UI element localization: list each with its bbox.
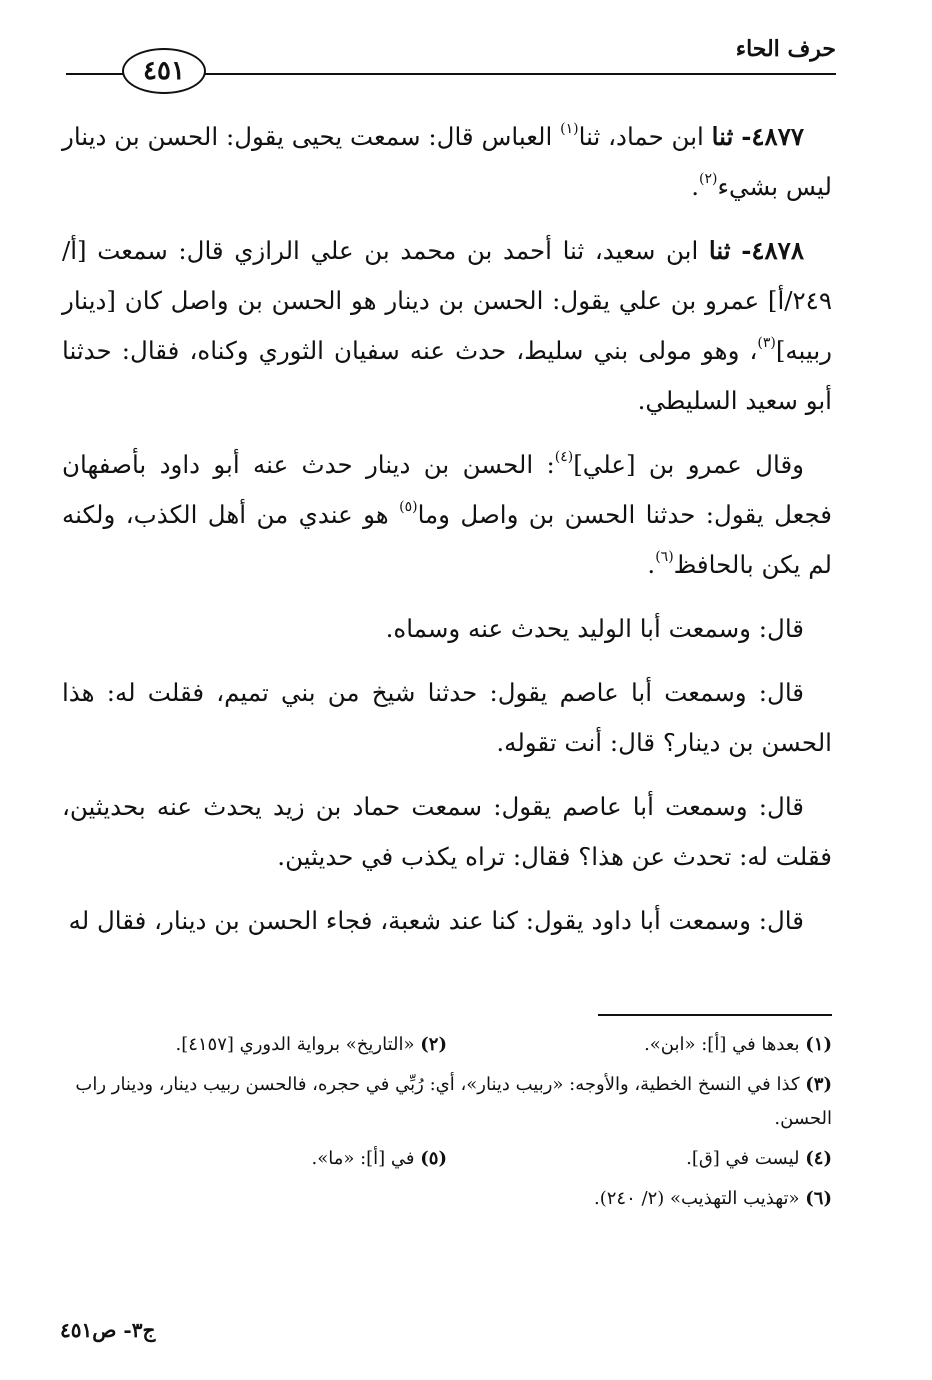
footnote-number: (٥) xyxy=(420,1148,447,1169)
entry-text: ابن حماد، ثنا xyxy=(578,122,704,151)
entry-4878 xyxy=(62,226,832,426)
footnote-row xyxy=(62,1142,832,1176)
footnote-marker: (٣) xyxy=(757,335,776,351)
footnote-3 xyxy=(62,1068,832,1136)
footnote-number: (٤) xyxy=(805,1148,832,1169)
footnote-marker: (٦) xyxy=(655,549,674,565)
entry-text: العباس قال: سمعت يحيى يقول: الحسن بن دينار ليس بشيء xyxy=(62,122,832,201)
paragraph-dawud: قال: وسمعت أبا داود يقول: كنا عند شعبة، فجاء الحسن بن دينار، فقال له xyxy=(68,906,804,935)
page-number-oval xyxy=(122,48,206,94)
paragraph-asim-1: قال: وسمعت أبا عاصم يقول: حدثنا شيخ من بني تميم، فقلت له: هذا الحسن بن دينار؟ قال: أنت تقوله. xyxy=(62,678,832,757)
entry-4877 xyxy=(62,112,832,212)
footnote-1 xyxy=(447,1028,832,1062)
tha-abbrev: ثنا xyxy=(711,122,734,151)
footnote-row xyxy=(62,1182,832,1216)
footnote-marker: (٢) xyxy=(699,171,718,187)
footnote-row xyxy=(62,1068,832,1136)
volume-page-reference: ج٣- ص٤٥١ xyxy=(60,1318,156,1342)
footnotes xyxy=(62,1028,832,1222)
footnote-separator xyxy=(598,1014,832,1016)
footnote-4 xyxy=(447,1142,832,1176)
chapter-title: حرف الحاء xyxy=(735,36,836,62)
paragraph-asim-2: قال: وسمعت أبا عاصم يقول: سمعت حماد بن زيد يحدث عنه بحديثين، فقلت له: تحدث عن هذا؟ فقال: تراه يكذب في حديثين. xyxy=(62,792,832,871)
page-header xyxy=(60,28,836,88)
footnote-marker: (١) xyxy=(560,121,579,137)
page-number: ٤٥١ xyxy=(143,56,185,86)
footnote-row xyxy=(62,1028,832,1062)
paragraph-text: هو عندي من أهل الكذب، ولكنه لم يكن بالحافظ xyxy=(62,500,832,579)
footnote-2 xyxy=(62,1028,447,1062)
footnote-number: (٣) xyxy=(805,1074,832,1095)
paragraph-amr xyxy=(62,440,832,590)
footnote-6 xyxy=(62,1182,832,1216)
footnote-text: ليست في [ق]. xyxy=(686,1148,800,1169)
footnote-number: (٦) xyxy=(805,1188,832,1209)
footnote-text: «تهذيب التهذيب» (٢/ ٢٤٠). xyxy=(594,1188,800,1209)
footnote-text: كذا في النسخ الخطية، والأوجه: «ربيب دينار»، أي: رُبِّي في حجره، فالحسن ربيب دينار، ودينار راب الحسن. xyxy=(75,1074,832,1129)
footnote-text: بعدها في [أ]: «ابن». xyxy=(644,1034,800,1055)
footnote-5 xyxy=(62,1142,447,1176)
footnote-text: في [أ]: «ما». xyxy=(311,1148,415,1169)
footnote-text: «التاريخ» برواية الدوري [٤١٥٧]. xyxy=(175,1034,415,1055)
paragraph-walid: قال: وسمعت أبا الوليد يحدث عنه وسماه. xyxy=(385,614,804,643)
footnote-number: (١) xyxy=(805,1034,832,1055)
footnote-marker: (٥) xyxy=(399,499,418,515)
entry-text: . xyxy=(691,172,700,201)
tha-abbrev: ثنا xyxy=(708,236,731,265)
entry-number: ٤٨٧٨- xyxy=(741,236,804,265)
main-text xyxy=(62,112,832,960)
footnote-marker: (٤) xyxy=(554,449,574,465)
paragraph-text: وقال عمرو بن [علي] xyxy=(573,450,804,479)
footnote-number: (٢) xyxy=(420,1034,447,1055)
entry-number: ٤٨٧٧- xyxy=(741,122,805,151)
entry-text: ابن سعيد، ثنا أحمد بن محمد بن علي الرازي قال: سمعت [أ/٢٤٩/أ] عمرو بن علي يقول: الحسن بن دينار هو الحسن بن واصل كان [دينار ربيبه] xyxy=(62,236,832,365)
paragraph-text: : الحسن بن دينار حدث عنه أبو داود بأصفهان فجعل يقول: حدثنا الحسن بن واصل وما xyxy=(62,450,832,529)
paragraph-text: . xyxy=(647,550,656,579)
entry-text: ، وهو مولى بني سليط، حدث عنه سفيان الثوري وكناه، فقال: حدثنا أبو سعيد السليطي. xyxy=(62,336,832,415)
